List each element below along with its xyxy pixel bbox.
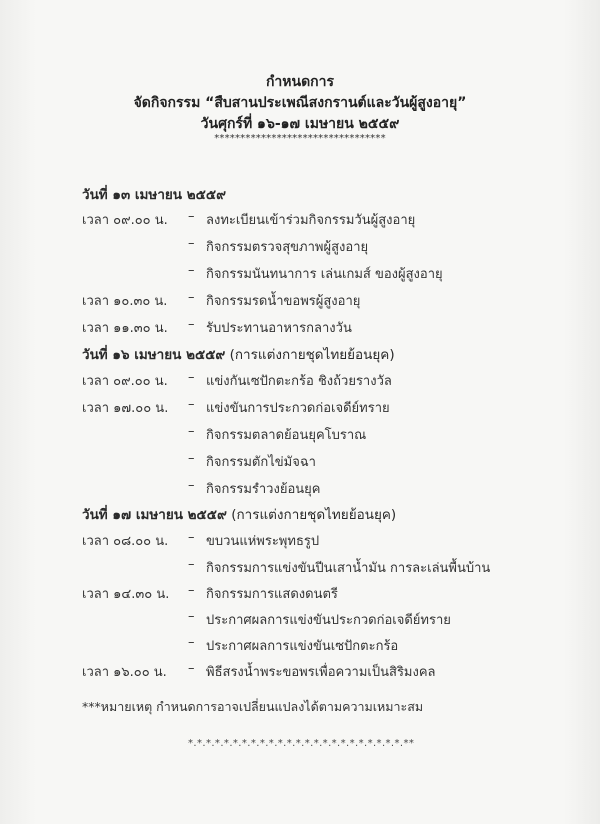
row-dash: – (188, 317, 195, 332)
schedule-row (82, 609, 451, 633)
row-dash: – (188, 424, 195, 439)
schedule-row (82, 478, 321, 502)
row-dash: – (188, 557, 195, 572)
row-dash: – (188, 583, 195, 598)
row-time: เวลา ๑๖.๐๐ น. (82, 665, 167, 680)
day-heading-date: วันที่ ๑๓ เมษายน ๒๕๕๙ (82, 187, 226, 203)
row-dash: – (188, 451, 195, 466)
row-activity: กิจกรรมตลาดย้อนยุคโบราณ (206, 428, 367, 443)
header-divider: ********************************* (214, 133, 386, 144)
document-header (0, 72, 600, 144)
schedule-row (82, 583, 338, 607)
day-heading-date: วันที่ ๑๗ เมษายน ๒๕๕๙ (82, 507, 227, 523)
row-activity: แข่งขันการประกวดก่อเจดีย์ทราย (206, 401, 390, 416)
row-time: เวลา ๑๗.๐๐ น. (82, 401, 169, 416)
row-dash: – (188, 530, 195, 545)
day-heading-note: (การแต่งกายชุดไทยย้อนยุค) (231, 507, 397, 523)
schedule-row (82, 397, 390, 421)
row-time: เวลา ๐๙.๐๐ น. (82, 374, 168, 389)
row-dash: – (188, 478, 195, 493)
row-activity: กิจกรรมตักไข่มัจฉา (206, 455, 316, 470)
footer-divider: *.*.*.*.*.*.*.*.*.*.*.*.*.*.*.*.*.*.*.*.*.*.*.*.** (188, 738, 415, 749)
schedule-row (82, 451, 316, 475)
row-dash: – (188, 263, 195, 278)
schedule-row (82, 370, 392, 394)
day-heading-13 (82, 183, 226, 205)
day-heading-16 (82, 343, 395, 365)
row-dash: – (188, 236, 195, 251)
row-activity: แข่งกันเซปักตะกร้อ ชิงถ้วยรางวัล (206, 374, 392, 389)
row-time: เวลา ๑๐.๓๐ น. (82, 294, 168, 309)
row-activity: กิจกรรมการแข่งขันปีนเสาน้ำมัน การละเล่นพื้นบ้าน (206, 561, 491, 576)
row-activity: พิธีสรงน้ำพระขอพรเพื่อความเป็นสิริมงคล (206, 665, 436, 680)
row-activity: กิจกรรมนันทนาการ เล่นเกมส์ ของผู้สูงอายุ (206, 267, 443, 282)
schedule-row (82, 317, 352, 341)
row-time: เวลา ๐๙.๐๐ น. (82, 213, 168, 228)
day-heading-date: วันที่ ๑๖ เมษายน ๒๕๕๙ (82, 347, 226, 363)
row-dash: – (188, 209, 195, 224)
row-dash: – (188, 397, 195, 412)
schedule-row (82, 557, 491, 581)
schedule-row (82, 530, 320, 554)
row-activity: กิจกรรมการแสดงดนตรี (206, 587, 338, 602)
row-dash: – (188, 370, 195, 385)
row-activity: ประกาศผลการแข่งขันประกวดก่อเจดีย์ทราย (206, 613, 451, 628)
row-activity: รับประทานอาหารกลางวัน (206, 321, 352, 336)
row-dash: – (188, 635, 195, 650)
header-event-name: จัดกิจกรรม “สืบสานประเพณีสงกรานต์และวันผู้สูงอายุ” (133, 95, 467, 111)
row-dash: – (188, 290, 195, 305)
row-time: เวลา ๑๑.๓๐ น. (82, 321, 168, 336)
row-activity: ลงทะเบียนเข้าร่วมกิจกรรมวันผู้สูงอายุ (206, 213, 416, 228)
header-date: วันศุกร์ที่ ๑๖-๑๗ เมษายน ๒๕๕๙ (200, 116, 400, 132)
row-time: เวลา ๐๘.๐๐ น. (82, 534, 169, 549)
schedule-row (82, 661, 436, 685)
schedule-row (82, 424, 367, 448)
schedule-row (82, 263, 443, 287)
row-activity: กิจกรรมรำวงย้อนยุค (206, 482, 321, 497)
row-activity: กิจกรรมตรวจสุขภาพผู้สูงอายุ (206, 240, 369, 255)
schedule-row (82, 209, 416, 233)
footnote: ***หมายเหตุ กำหนดการอาจเปลี่ยนแปลงได้ตามความเหมาะสม (82, 699, 424, 714)
row-activity: กิจกรรมรดน้ำขอพรผู้สูงอายุ (206, 294, 361, 309)
row-dash: – (188, 609, 195, 624)
schedule-row (82, 635, 399, 659)
row-activity: ประกาศผลการแข่งขันเซปักตะกร้อ (206, 639, 399, 654)
row-time: เวลา ๑๔.๓๐ น. (82, 587, 170, 602)
day-heading-note: (การแต่งกายชุดไทยย้อนยุค) (229, 347, 395, 363)
row-activity: ขบวนแห่พระพุทธรูป (206, 534, 320, 549)
header-title: กำหนดการ (265, 74, 335, 90)
day-heading-17 (82, 503, 396, 525)
schedule-row (82, 290, 361, 314)
row-dash: – (188, 661, 195, 676)
schedule-row (82, 236, 369, 260)
